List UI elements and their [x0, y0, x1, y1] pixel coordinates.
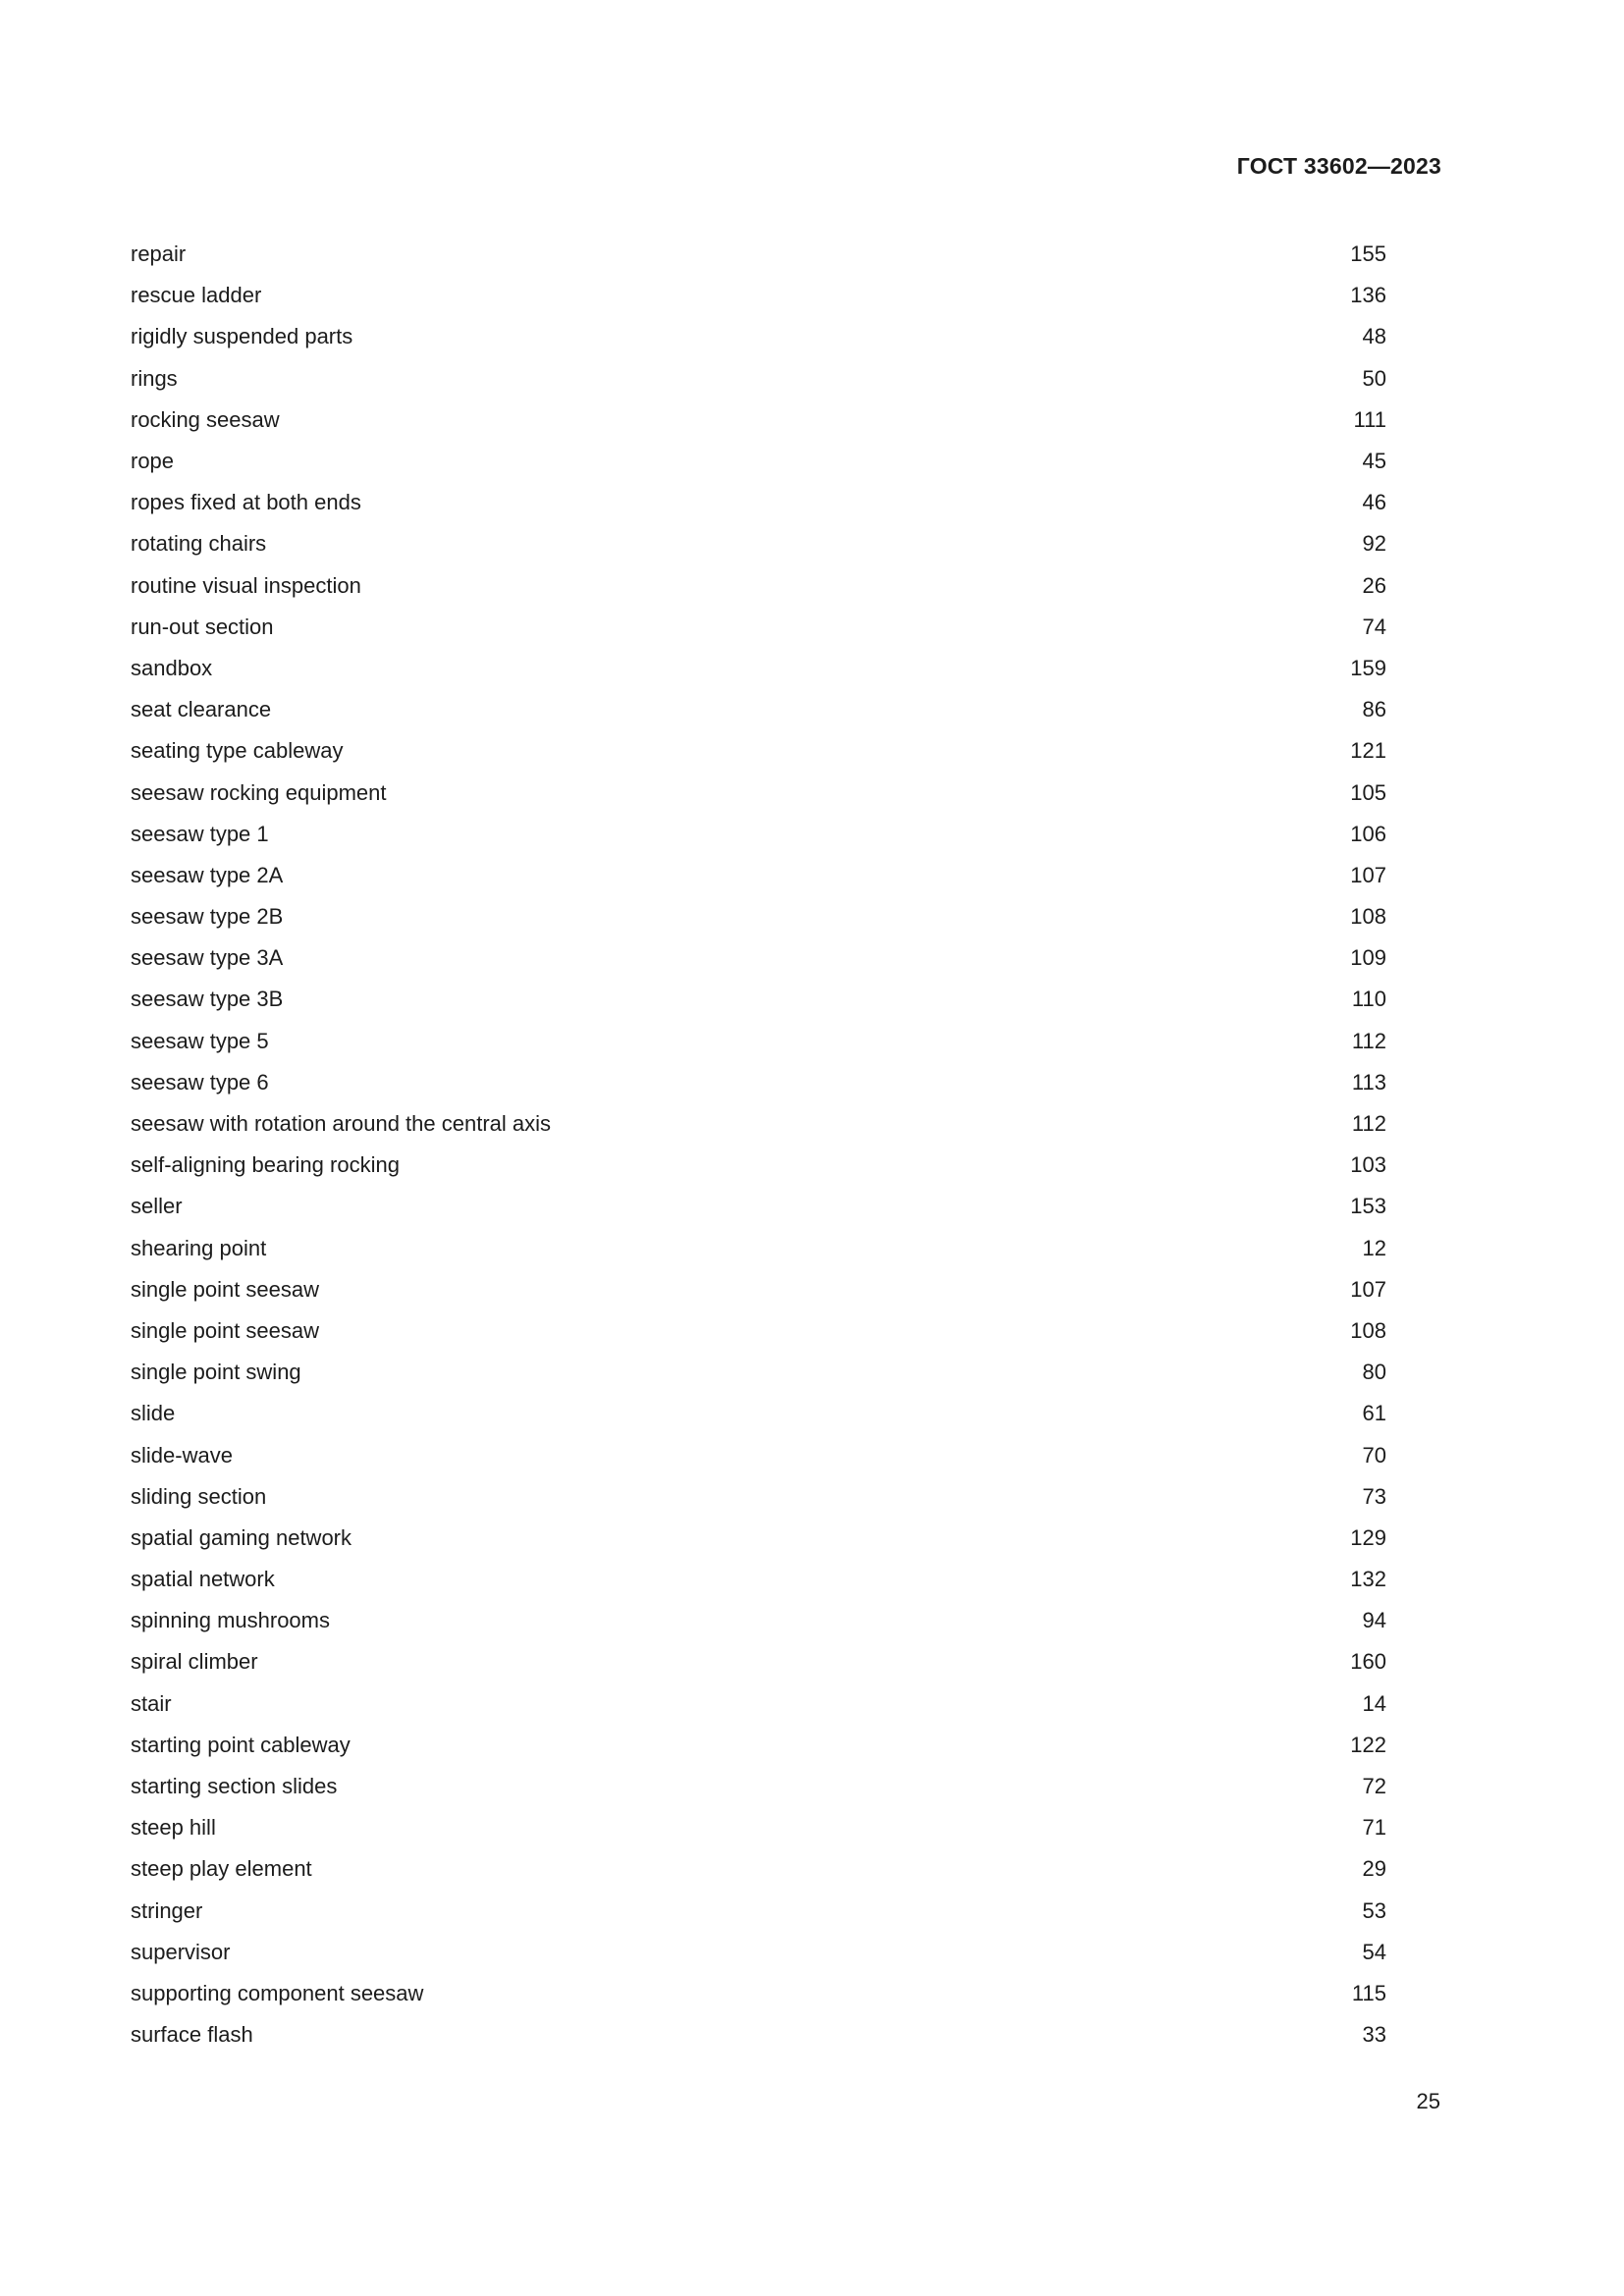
index-term: seesaw type 2B [131, 904, 284, 930]
index-page-number: 54 [1362, 1939, 1386, 1964]
index-entry [131, 275, 1386, 316]
index-page-number: 159 [1350, 655, 1386, 680]
index-term: sandbox [131, 655, 213, 680]
index-page-number: 46 [1362, 490, 1386, 515]
index-page-number: 74 [1362, 614, 1386, 639]
index-term: rescue ladder [131, 283, 262, 308]
index-entry [131, 689, 1386, 730]
index-page-number: 111 [1353, 406, 1386, 432]
index-term: seating type cableway [131, 738, 344, 764]
index-page-number: 108 [1350, 1317, 1386, 1343]
index-term: seat clearance [131, 697, 272, 722]
index-page-number: 29 [1362, 1856, 1386, 1882]
document-header-title: ГОСТ 33602—2023 [1236, 153, 1441, 179]
index-entry [131, 565, 1386, 607]
index-page-number: 53 [1362, 1897, 1386, 1923]
index-entry [131, 482, 1386, 523]
index-term: spiral climber [131, 1649, 258, 1675]
index-term: seller [131, 1194, 183, 1219]
index-page-number: 122 [1350, 1732, 1386, 1757]
index-term: rigidly suspended parts [131, 324, 353, 349]
index-page-number: 112 [1351, 1111, 1386, 1137]
index-page-number: 14 [1362, 1690, 1386, 1716]
index-page-number: 50 [1362, 365, 1386, 391]
index-page-number: 73 [1362, 1483, 1386, 1509]
index-entry [131, 1725, 1386, 1766]
index-entry [131, 1518, 1386, 1559]
index-page-number: 72 [1362, 1774, 1386, 1799]
index-entry [131, 1352, 1386, 1393]
index-term: starting section slides [131, 1774, 338, 1799]
index-page-number: 136 [1350, 283, 1386, 308]
index-term: rings [131, 365, 178, 391]
index-term: seesaw type 6 [131, 1069, 269, 1095]
index-page-number: 80 [1362, 1360, 1386, 1385]
index-page-number: 48 [1362, 324, 1386, 349]
index-entry [131, 1641, 1386, 1682]
index-term: rotating chairs [131, 531, 267, 557]
index-entry [131, 1021, 1386, 1062]
index-page-number: 12 [1362, 1235, 1386, 1260]
index-term: spatial gaming network [131, 1524, 352, 1550]
index-page-number: 107 [1350, 862, 1386, 887]
index-entry [131, 1559, 1386, 1600]
index-term: supervisor [131, 1939, 231, 1964]
index-term: rope [131, 449, 175, 474]
index-entry [131, 1103, 1386, 1145]
index-page-number: 105 [1350, 779, 1386, 805]
index-entry [131, 2014, 1386, 2056]
index-page-number: 70 [1362, 1442, 1386, 1468]
index-page-number: 121 [1350, 738, 1386, 764]
index-page-number: 86 [1362, 697, 1386, 722]
index-entry [131, 358, 1386, 400]
index-term: steep play element [131, 1856, 312, 1882]
index-term: ropes fixed at both ends [131, 490, 361, 515]
index-term: slide [131, 1401, 176, 1426]
index-page-number: 129 [1350, 1524, 1386, 1550]
index-term: seesaw with rotation around the central axis [131, 1111, 552, 1137]
index-term: seesaw type 5 [131, 1028, 269, 1053]
index-page-number: 160 [1350, 1649, 1386, 1675]
index-term: self-aligning bearing rocking [131, 1152, 400, 1178]
index-entry [131, 1269, 1386, 1310]
index-entry [131, 234, 1386, 275]
index-page-number: 103 [1350, 1152, 1386, 1178]
index-entry [131, 316, 1386, 357]
index-entry [131, 1891, 1386, 1932]
index-entry [131, 1766, 1386, 1807]
index-page-number: 71 [1362, 1815, 1386, 1841]
index-term: single point seesaw [131, 1317, 320, 1343]
page-number: 25 [1416, 2089, 1440, 2113]
index-entry [131, 730, 1386, 772]
index-entry [131, 523, 1386, 564]
index-page-number: 113 [1351, 1069, 1386, 1095]
index-page-number: 45 [1362, 449, 1386, 474]
alphabetical-index-list [131, 234, 1386, 2056]
index-page-number: 115 [1351, 1980, 1386, 2005]
index-term: spatial network [131, 1567, 275, 1592]
index-term: surface flash [131, 2022, 253, 2048]
index-page-number: 155 [1350, 241, 1386, 267]
index-entry [131, 814, 1386, 855]
index-entry [131, 896, 1386, 937]
index-page-number: 106 [1350, 821, 1386, 846]
index-entry [131, 1393, 1386, 1434]
index-page-number: 26 [1362, 572, 1386, 598]
index-page-number: 61 [1362, 1401, 1386, 1426]
index-term: supporting component seesaw [131, 1980, 424, 2005]
index-term: sliding section [131, 1483, 267, 1509]
index-entry [131, 607, 1386, 648]
index-entry [131, 1807, 1386, 1848]
index-term: routine visual inspection [131, 572, 361, 598]
index-term: seesaw type 1 [131, 821, 269, 846]
index-term: run-out section [131, 614, 274, 639]
index-term: slide-wave [131, 1442, 233, 1468]
index-entry [131, 1600, 1386, 1641]
index-entry [131, 1434, 1386, 1475]
index-entry [131, 772, 1386, 813]
index-entry [131, 1228, 1386, 1269]
index-entry [131, 1062, 1386, 1103]
index-entry [131, 937, 1386, 979]
index-entry [131, 855, 1386, 896]
index-term: seesaw rocking equipment [131, 779, 387, 805]
index-entry [131, 979, 1386, 1020]
index-term: starting point cableway [131, 1732, 351, 1757]
index-entry [131, 1310, 1386, 1352]
index-term: single point seesaw [131, 1276, 320, 1302]
index-entry [131, 648, 1386, 689]
index-entry [131, 1476, 1386, 1518]
index-page-number: 92 [1362, 531, 1386, 557]
index-page-number: 110 [1351, 987, 1386, 1012]
index-page-number: 153 [1350, 1194, 1386, 1219]
index-term: seesaw type 2A [131, 862, 284, 887]
index-page-number: 33 [1362, 2022, 1386, 2048]
index-page-number: 108 [1350, 904, 1386, 930]
index-entry [131, 1145, 1386, 1186]
index-term: stringer [131, 1897, 203, 1923]
index-term: seesaw type 3A [131, 945, 284, 971]
index-term: spinning mushrooms [131, 1608, 330, 1633]
index-term: rocking seesaw [131, 406, 280, 432]
index-term: shearing point [131, 1235, 267, 1260]
index-entry [131, 1932, 1386, 1973]
index-page-number: 112 [1351, 1028, 1386, 1053]
index-term: single point swing [131, 1360, 301, 1385]
index-entry [131, 400, 1386, 441]
index-entry [131, 1186, 1386, 1227]
index-entry [131, 1973, 1386, 2014]
index-page-number: 132 [1350, 1567, 1386, 1592]
index-page-number: 107 [1350, 1276, 1386, 1302]
index-term: steep hill [131, 1815, 216, 1841]
index-entry [131, 1683, 1386, 1725]
index-entry [131, 441, 1386, 482]
index-entry [131, 1848, 1386, 1890]
index-term: seesaw type 3B [131, 987, 284, 1012]
index-page-number: 109 [1350, 945, 1386, 971]
index-term: stair [131, 1690, 172, 1716]
index-term: repair [131, 241, 187, 267]
index-page-number: 94 [1362, 1608, 1386, 1633]
